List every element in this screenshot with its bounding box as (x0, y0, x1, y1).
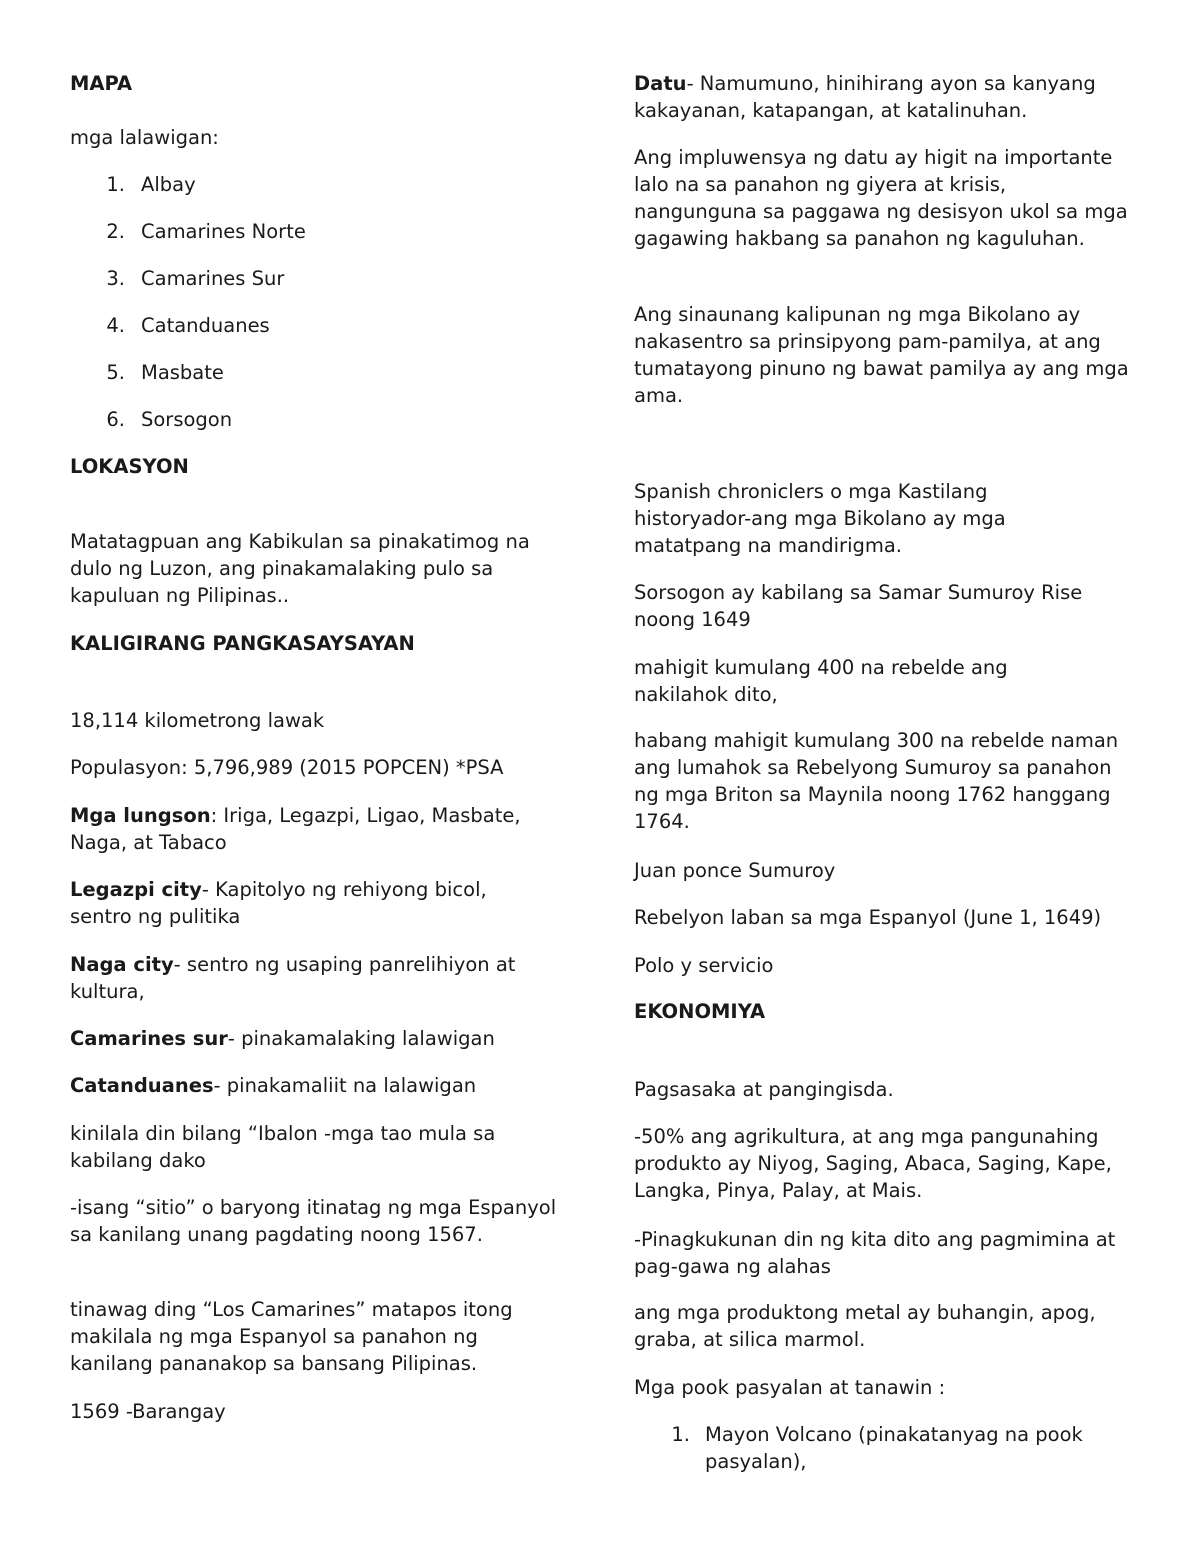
camsur-paragraph (70, 1025, 495, 1052)
juan-text: Juan ponce Sumuroy (634, 859, 836, 882)
pook-label: Mga pook pasyalan at tanawin : (634, 1376, 946, 1399)
lungsod-label: Mga lungson (70, 804, 211, 827)
impluwensya-paragraph: Ang impluwensya ng datu ay higit na importante lalo na sa panahon ng giyera at krisis, nangunguna sa paggawa ng desisyon ukol sa mga gagawing hakbang sa panahon ng kaguluhan. (634, 146, 1128, 250)
province-name: Catanduanes (141, 314, 270, 337)
legazpi-paragraph (70, 876, 540, 930)
chroniclers-paragraph: Spanish chroniclers o mga Kastilang historyador-ang mga Bikolano ay mga matatpang na mandirigma. (634, 480, 1006, 557)
camsur-label: Camarines sur (70, 1027, 228, 1050)
naga-text: - sentro ng usaping panrelihiyon at kultura, (70, 953, 516, 1003)
lalawigan-label: mga lalawigan: (70, 126, 219, 149)
kalipunan-paragraph: Ang sinaunang kalipunan ng mga Bikolano ay nakasentro sa prinsipyong pam-pamilya, at ang tumatayong pinuno ng bawat pamilya ay ang mga ama. (634, 303, 1129, 407)
barangay-text: 1569 -Barangay (70, 1400, 226, 1423)
rebelyon-text: Rebelyon laban sa mga Espanyol (June 1, 1649) (634, 906, 1102, 929)
rebelde300-paragraph: habang mahigit kumulang 300 na rebelde naman ang lumahok sa Rebelyong Sumuroy sa panahon ng mga Briton sa Maynila noong 1762 hanggang 1764. (634, 729, 1119, 833)
province-name: Masbate (141, 361, 224, 384)
camsur-text: - pinakamalaking lalawigan (227, 1027, 495, 1050)
catanduanes-label: Catanduanes (70, 1074, 214, 1097)
province-name: Albay (141, 173, 196, 196)
list-number: 6. (106, 408, 125, 431)
ibalon-paragraph: kinilala din bilang “Ibalon -mga tao mula sa kabilang dako (70, 1122, 496, 1172)
province-name: Camarines Sur (141, 267, 285, 290)
pagsasaka-text: Pagsasaka at pangingisda. (634, 1078, 894, 1101)
pook-item-text: Mayon Volcano (pinakatanyag na pook pasyalan), (705, 1423, 1083, 1473)
naga-paragraph (70, 951, 550, 1005)
province-name: Camarines Norte (141, 220, 306, 243)
pagmimina-paragraph: -Pinagkukunan din ng kita dito ang pagmimina at pag-gawa ng alahas (634, 1228, 1116, 1278)
catanduanes-text: - pinakamaliit na lalawigan (213, 1074, 477, 1097)
sitio-paragraph: -isang “sitio” o baryong itinatag ng mga Espanyol sa kanilang unang pagdating noong 1567. (70, 1196, 557, 1246)
lungsod-text: : Iriga, Legazpi, Ligao, Masbate, Naga, at Tabaco (70, 804, 521, 854)
mapa-heading: MAPA (70, 72, 133, 95)
populasyon-text: Populasyon: 5,796,989 (2015 POPCEN) *PSA (70, 756, 504, 779)
list-number: 1. (671, 1423, 690, 1446)
metal-paragraph: ang mga produktong metal ay buhangin, apog, graba, at silica marmol. (634, 1301, 1096, 1351)
list-number: 2. (106, 220, 125, 243)
lawak-text: 18,114 kilometrong lawak (70, 709, 325, 732)
agrikultura-paragraph: -50% ang agrikultura, at ang mga pangunahing produkto ay Niyog, Saging, Abaca, Saging, Kape, Langka, Pinya, Palay, at Mais. (634, 1125, 1112, 1202)
camarines-paragraph: tinawag ding “Los Camarines” matapos itong makilala ng mga Espanyol sa panahon ng kanilang pananakop sa bansang Pilipinas. (70, 1298, 513, 1375)
datu-label: Datu (634, 72, 687, 95)
legazpi-label: Legazpi city (70, 878, 202, 901)
datu-paragraph (634, 70, 1134, 124)
lungsod-paragraph (70, 802, 560, 856)
province-name: Sorsogon (141, 408, 233, 431)
catanduanes-paragraph (70, 1072, 476, 1099)
legazpi-text: - Kapitolyo ng rehiyong bicol, sentro ng pulitika (70, 878, 487, 928)
datu-text: - Namumuno, hinihirang ayon sa kanyang kakayanan, katapangan, at katalinuhan. (634, 72, 1096, 122)
polo-text: Polo y servicio (634, 954, 774, 977)
naga-label: Naga city (70, 953, 174, 976)
list-number: 5. (106, 361, 125, 384)
sorsogon-paragraph: Sorsogon ay kabilang sa Samar Sumuroy Rise noong 1649 (634, 581, 1083, 631)
list-number: 4. (106, 314, 125, 337)
list-number: 3. (106, 267, 125, 290)
lokasyon-paragraph: Matatagpuan ang Kabikulan sa pinakatimog na dulo ng Luzon, ang pinakamalaking pulo sa kapuluan ng Pilipinas.. (70, 530, 530, 607)
ekonomiya-heading: EKONOMIYA (634, 1000, 766, 1023)
lokasyon-heading: LOKASYON (70, 455, 189, 478)
list-number: 1. (106, 173, 125, 196)
rebelde400-paragraph: mahigit kumulang 400 na rebelde ang nakilahok dito, (634, 656, 1008, 706)
kaligirang-heading: KALIGIRANG PANGKASAYSAYAN (70, 632, 415, 655)
